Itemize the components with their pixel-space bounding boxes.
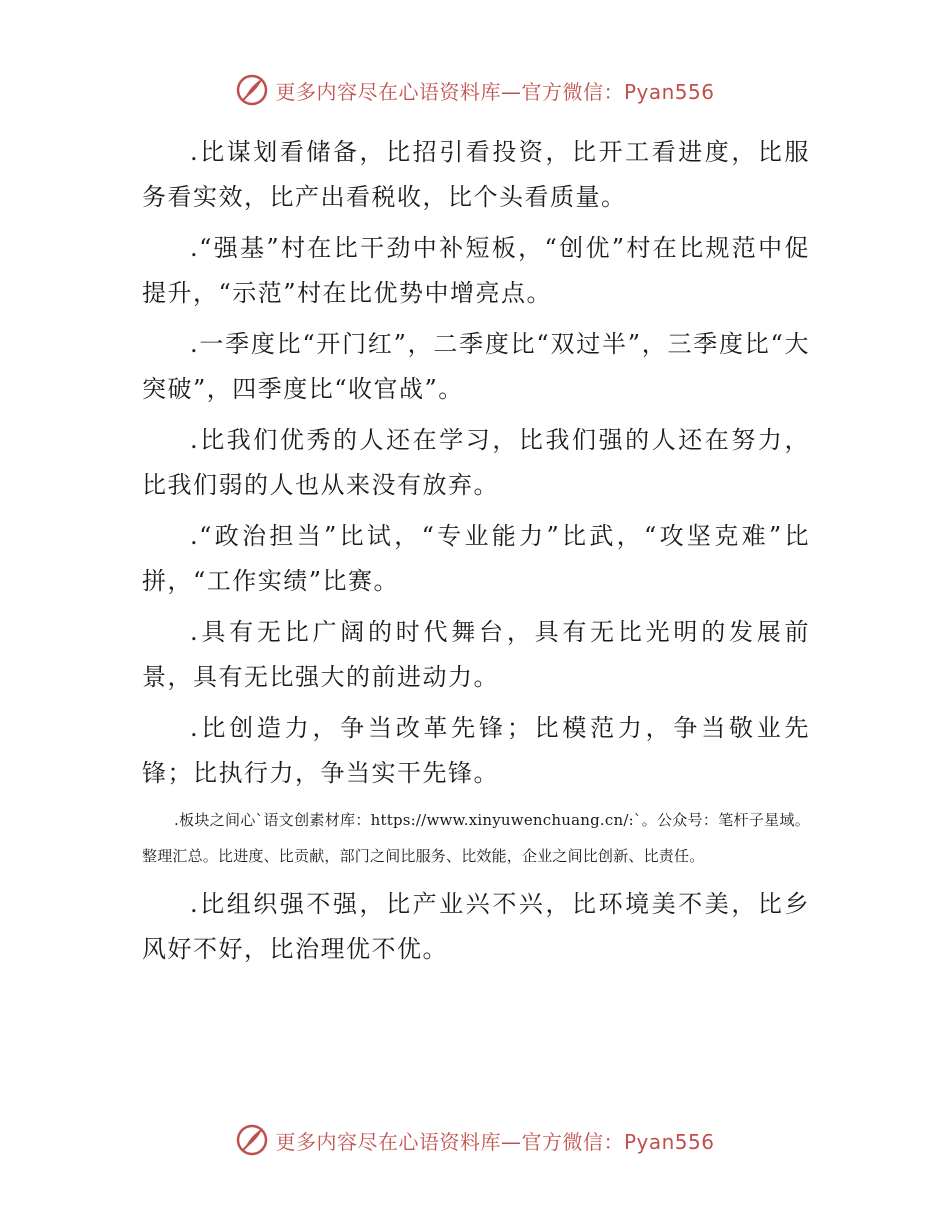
- banner-text: 更多内容尽在心语资料库—官方微信：Pyan556: [275, 79, 715, 104]
- banner-text: 更多内容尽在心语资料库—官方微信：Pyan556: [275, 1129, 715, 1154]
- header-banner: [0, 70, 950, 110]
- quill-pen-logo-icon: [235, 1123, 269, 1157]
- paragraph: .比我们优秀的人还在学习，比我们强的人还在努力，比我们弱的人也从来没有放弃。: [142, 426, 810, 499]
- paragraph: .比组织强不强，比产业兴不兴，比环境美不美，比乡风好不好，比治理优不优。: [142, 890, 810, 963]
- quill-pen-logo-icon: [235, 73, 269, 107]
- paragraph: .比谋划看储备，比招引看投资，比开工看进度，比服务看实效，比产出看税收，比个头看质量。: [142, 138, 810, 211]
- paragraph: .比创造力，争当改革先锋；比模范力，争当敬业先锋；比执行力，争当实干先锋。: [142, 714, 810, 787]
- paragraph: .具有无比广阔的时代舞台，具有无比光明的发展前景，具有无比强大的前进动力。: [142, 618, 810, 691]
- paragraph: .“强基”村在比干劲中补短板，“创优”村在比规范中促提升，“示范”村在比优势中增亮点。: [142, 234, 810, 307]
- paragraph: .“政治担当”比试，“专业能力”比武，“攻坚克难”比拼，“工作实绩”比赛。: [142, 522, 810, 595]
- paragraph: .一季度比“开门红”，二季度比“双过半”，三季度比“大突破”，四季度比“收官战”。: [142, 330, 810, 403]
- source-note-paragraph: .板块之间心`语文创素材库：https://www.xinyuwenchuang.cn/:`。公众号：笔杆子星域。整理汇总。比进度、比贡献，部门之间比服务、比效能，企业之间比创新、比责任。: [142, 811, 810, 865]
- document-body: [142, 130, 810, 978]
- footer-banner: [0, 1120, 950, 1160]
